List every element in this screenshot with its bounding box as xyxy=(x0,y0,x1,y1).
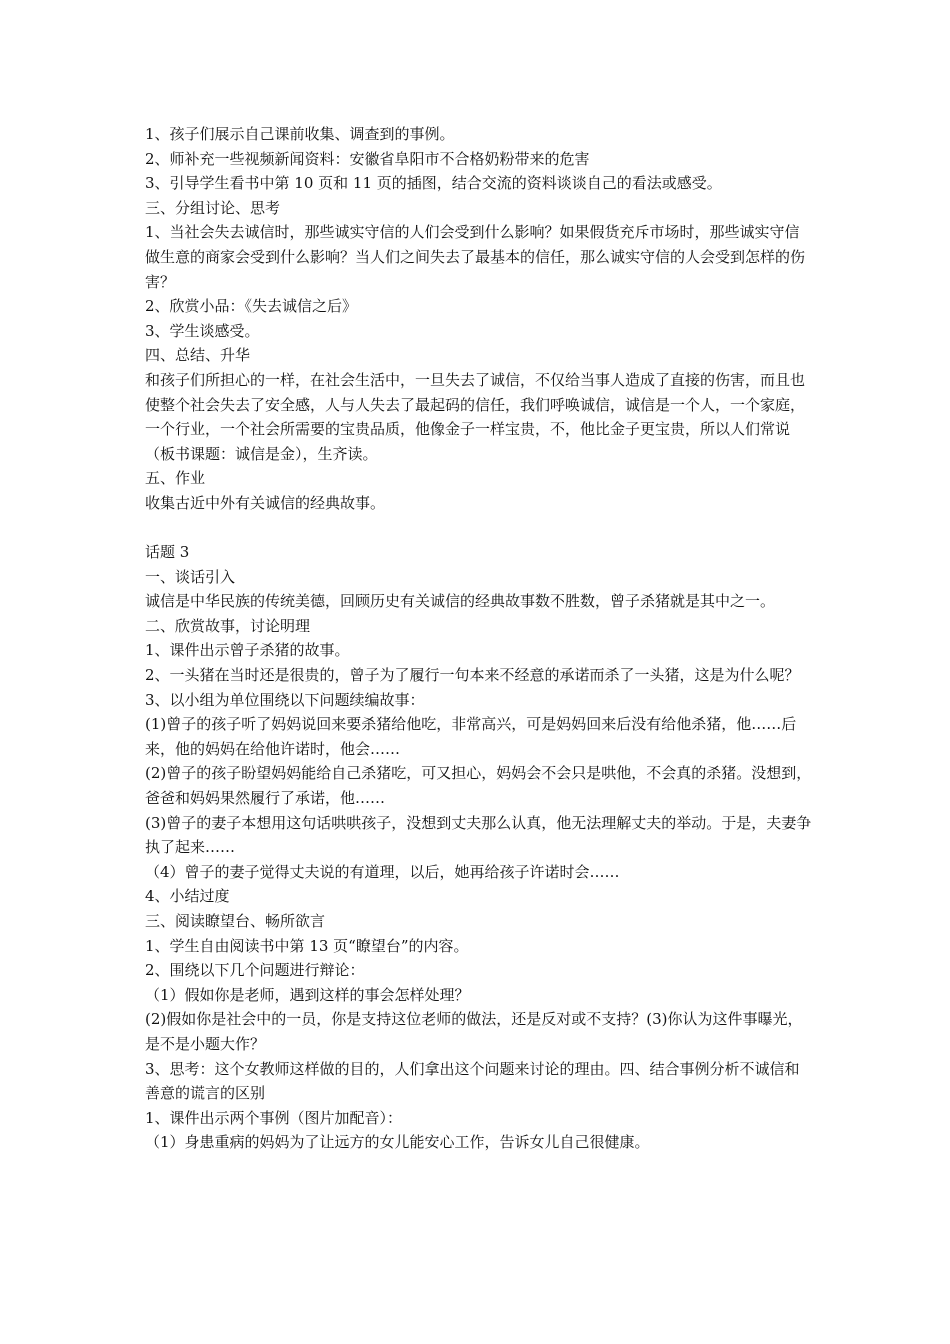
section-heading: 二、欣赏故事，讨论明理 xyxy=(145,616,311,635)
paragraph: 3、引导学生看书中第 10 页和 11 页的插图，结合交流的资料谈谈自己的看法或感受。 xyxy=(145,174,722,193)
paragraph: （1）身患重病的妈妈为了让远方的女儿能安心工作，告诉女儿自己很健康。 xyxy=(145,1133,650,1152)
section-heading: 四、总结、升华 xyxy=(145,346,251,365)
paragraph: （1）假如你是老师，遇到这样的事会怎样处理？ xyxy=(145,985,470,1004)
paragraph: 1、孩子们展示自己课前收集、调查到的事例。 xyxy=(145,125,455,143)
paragraph: 1、当社会失去诚信时，那些诚实守信的人们会受到什么影响？如果假货充斥市场时，那些诚实守信做生意的商家会受到什么影响？当人们之间失去了最基本的信任，那么诚实守信的人会受到怎样的伤害？ xyxy=(145,223,806,291)
section-heading: 五、作业 xyxy=(145,469,206,488)
document-page xyxy=(145,122,813,1155)
section-heading: 三、分组讨论、思考 xyxy=(145,198,281,217)
section-heading: 一、谈话引入 xyxy=(145,567,236,586)
paragraph: 1、学生自由阅读书中第 13 页“瞭望台”的内容。 xyxy=(145,936,469,955)
paragraph: 收集古近中外有关诚信的经典故事。 xyxy=(145,493,386,512)
topic-title: 话题 3 xyxy=(145,543,190,562)
blank-line xyxy=(145,516,813,541)
paragraph: 2、欣赏小品：《失去诚信之后》 xyxy=(145,297,358,316)
paragraph: 3、学生谈感受。 xyxy=(145,321,260,340)
paragraph: (1)曾子的孩子听了妈妈说回来要杀猪给他吃，非常高兴，可是妈妈回来后没有给他杀猪，他……后来，他的妈妈在给他许诺时，他会…… xyxy=(145,715,797,758)
paragraph: （4）曾子的妻子觉得丈夫说的有道理，以后，她再给孩子许诺时会…… xyxy=(145,862,620,881)
section-heading: 三、阅读瞭望台、畅所欲言 xyxy=(145,912,326,930)
paragraph: (3)曾子的妻子本想用这句话哄哄孩子，没想到丈夫那么认真，他无法理解丈夫的举动。于是，夫妻争执了起来…… xyxy=(145,813,812,857)
paragraph: 2、师补充一些视频新闻资料：安徽省阜阳市不合格奶粉带来的危害 xyxy=(145,149,590,168)
paragraph: 诚信是中华民族的传统美德，回顾历史有关诚信的经典故事数不胜数，曾子杀猪就是其中之一。 xyxy=(145,592,776,611)
paragraph: 和孩子们所担心的一样，在社会生活中，一旦失去了诚信，不仅给当事人造成了直接的伤害，而且也使整个社会失去了安全感，人与人失去了最起码的信任，我们呼唤诚信，诚信是一个人，一个家庭，一个行业，一个社会所需要的宝贵品质，他像金子一样宝贵，不，他比金子更宝贵，所以人们常说（板书课题：诚信是金），生齐读。 xyxy=(145,370,806,463)
paragraph: 1、课件出示两个事例（图片加配音）： xyxy=(145,1108,403,1127)
paragraph: (2)曾子的孩子盼望妈妈能给自己杀猪吃，可又担心，妈妈会不会只是哄他，不会真的杀猪。没想到，爸爸和妈妈果然履行了承诺，他…… xyxy=(145,764,812,808)
paragraph: 3、思考：这个女教师这样做的目的，人们拿出这个问题来讨论的理由。四、结合事例分析不诚信和善意的谎言的区别 xyxy=(145,1059,800,1103)
paragraph: 3、以小组为单位围绕以下问题续编故事： xyxy=(145,690,425,709)
paragraph: (2)假如你是社会中的一员，你是支持这位老师的做法，还是反对或不支持？(3)你认为这件事曝光，是不是小题大作？ xyxy=(145,1010,803,1053)
paragraph: 1、课件出示曾子杀猪的故事。 xyxy=(145,641,350,660)
paragraph: 2、围绕以下几个问题进行辩论： xyxy=(145,961,365,980)
paragraph: 4、小结过度 xyxy=(145,887,230,906)
paragraph: 2、一头猪在当时还是很贵的，曾子为了履行一句本来不经意的承诺而杀了一头猪，这是为什么呢？ xyxy=(145,666,800,685)
